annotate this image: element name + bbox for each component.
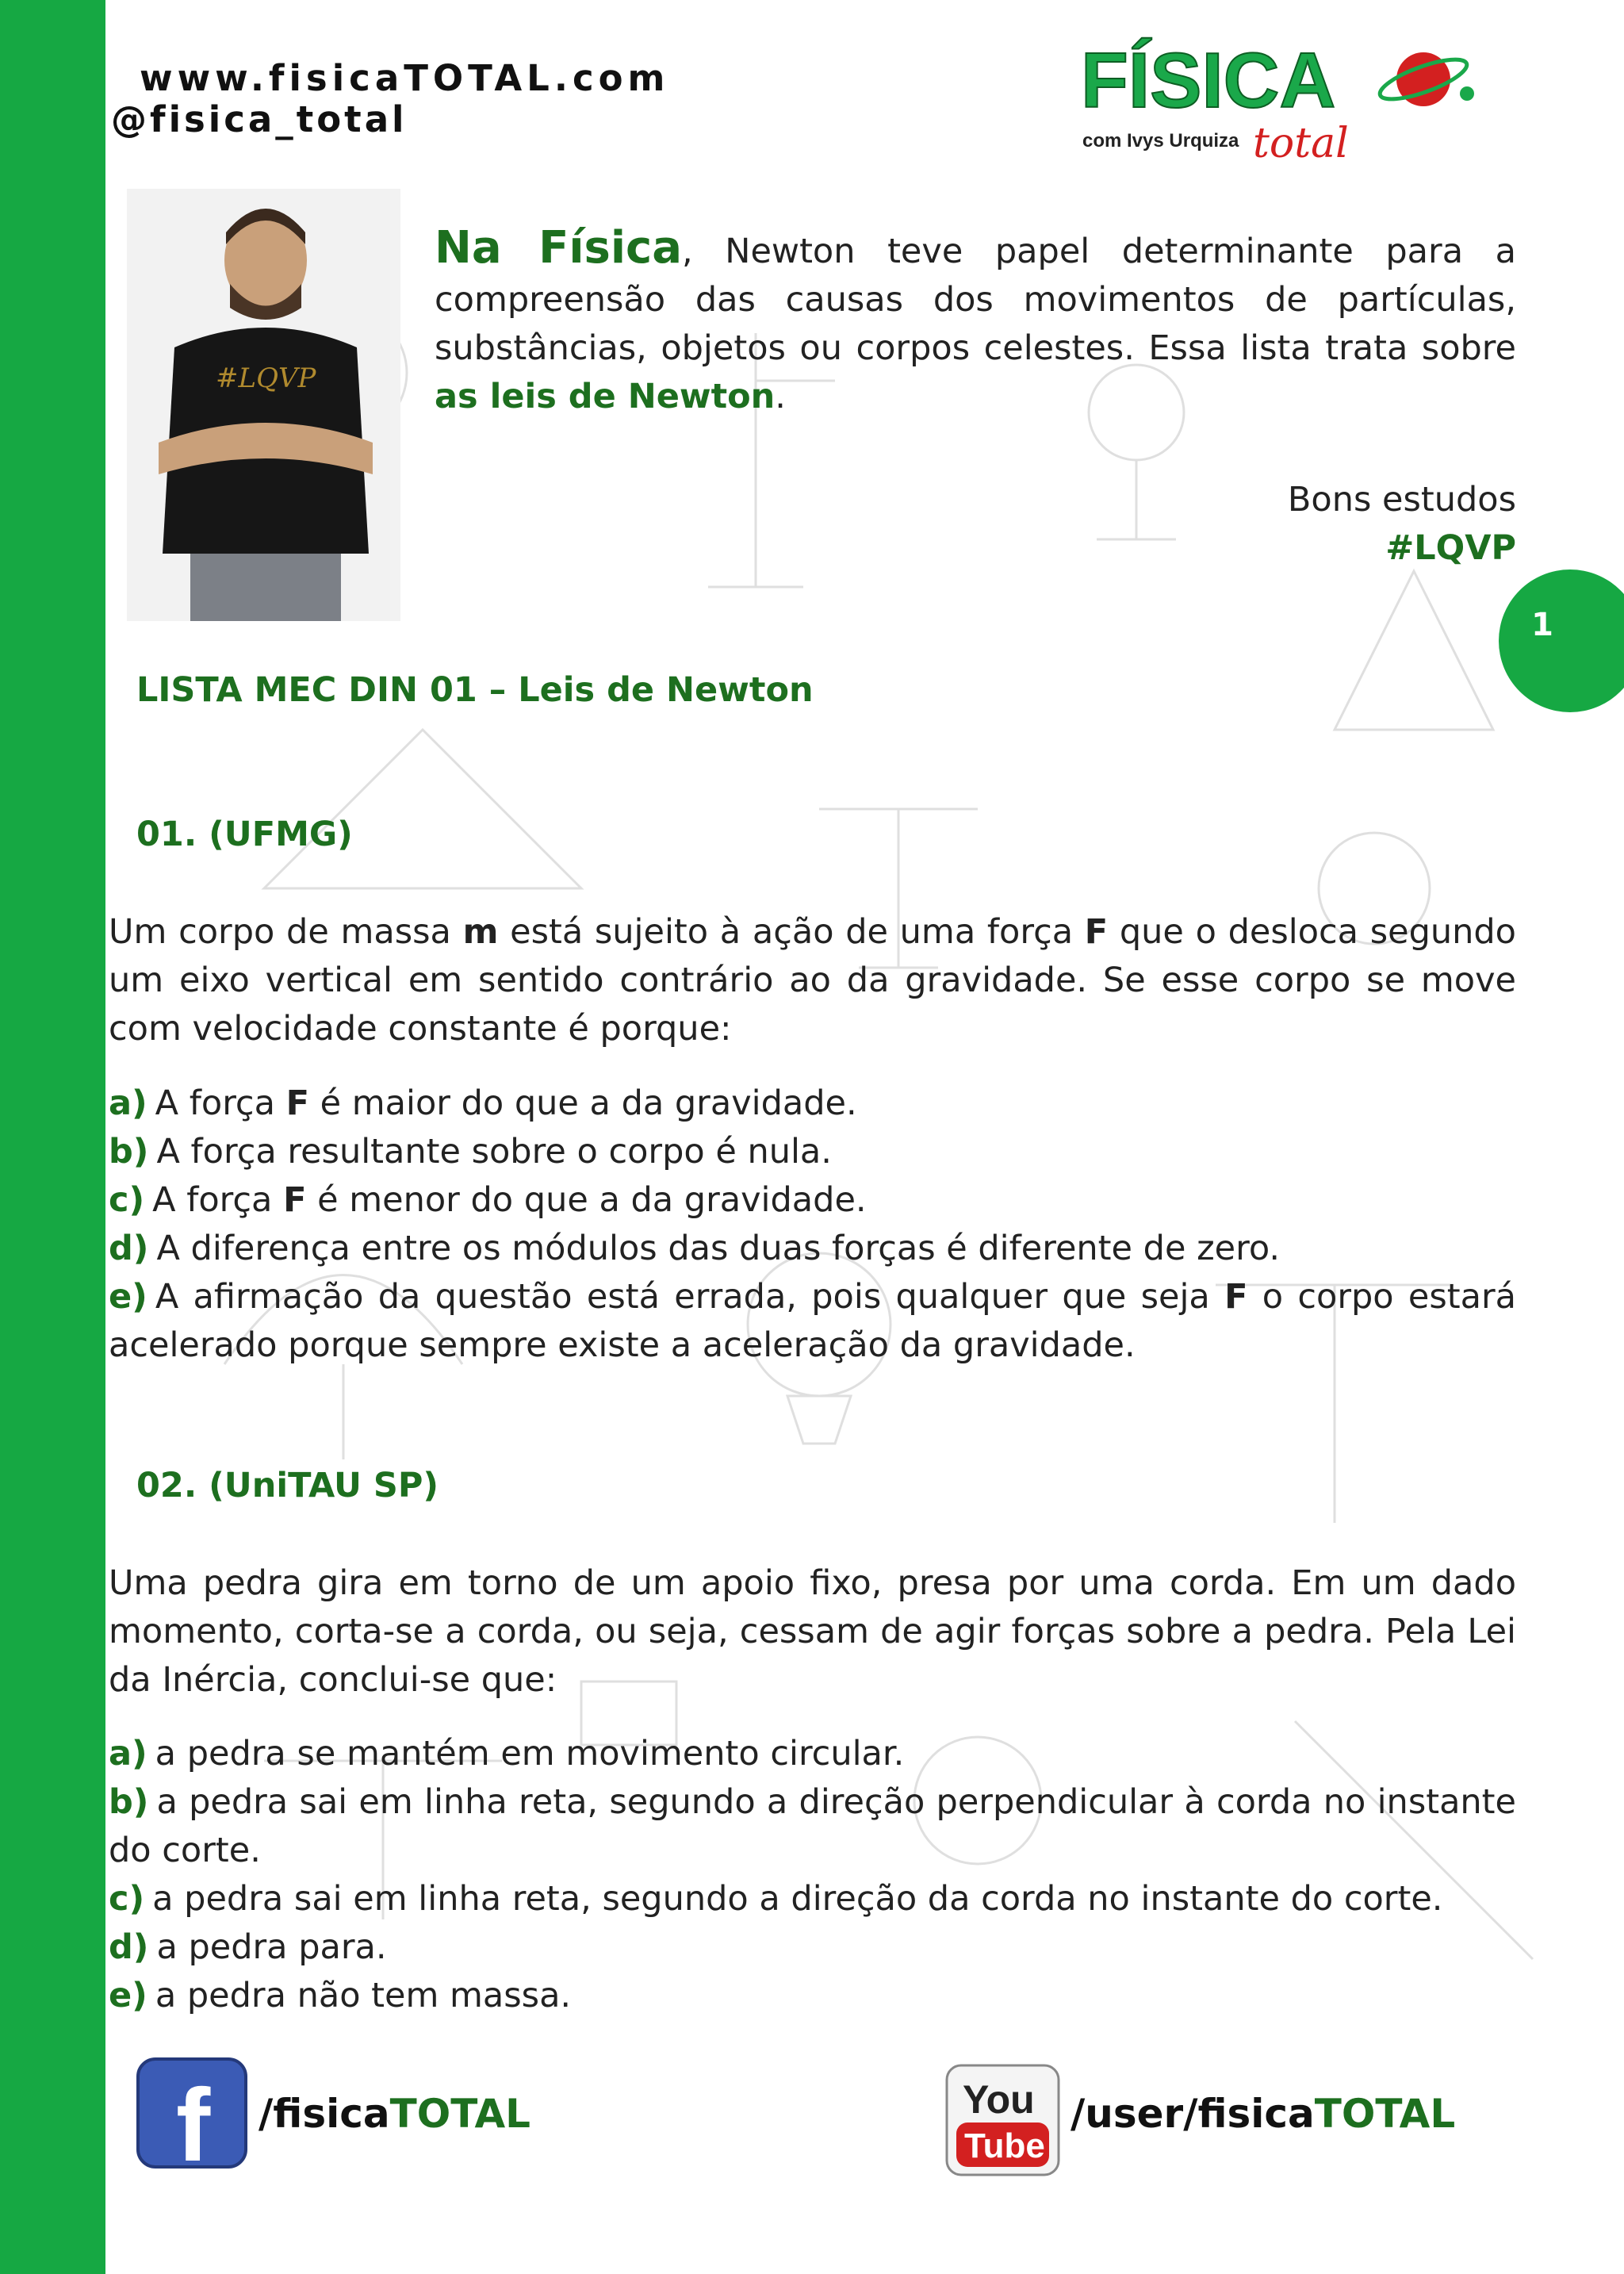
svg-text:f: f — [176, 2067, 211, 2169]
option-e[interactable]: e) A afirmação da questão está errada, pois qualquer que seja F o corpo estará acelerado porque sempre existe a aceleração da gravidade. — [109, 1277, 1516, 1365]
site-url[interactable]: www.fisicaTOTAL.com — [140, 57, 670, 99]
option-c[interactable]: c) A força F é menor do que a da gravidade. — [109, 1180, 867, 1220]
option-d[interactable]: d) a pedra para. — [109, 1927, 387, 1967]
question-2-statement: Uma pedra gira em torno de um apoio fixo, presa por uma corda. Em um dado momento, corta-se a corda, ou seja, cessam de agir forças sobre a pedra. Pela Lei da Inércia, conclui-se que: — [109, 1563, 1516, 1700]
svg-text:FÍSICA: FÍSICA — [1081, 36, 1336, 124]
option-d[interactable]: d) A diferença entre os módulos das duas forças é diferente de zero. — [109, 1229, 1281, 1268]
svg-text:#LQVP: #LQVP — [216, 362, 316, 394]
option-a[interactable]: a) a pedra se mantém em movimento circular. — [109, 1734, 905, 1774]
option-a[interactable]: a) A força F é maior do que a da gravidade. — [109, 1083, 857, 1123]
option-b[interactable]: b) a pedra sai em linha reta, segundo a direção perpendicular à corda no instante do corte. — [109, 1782, 1516, 1870]
question-1-statement: Um corpo de massa m está sujeito à ação de uma força F que o desloca segundo um eixo vertical em sentido contrário ao da gravidade. Se esse corpo se move com velocidade constante é porque: — [109, 912, 1516, 1049]
intro-lead: Na Física — [435, 222, 683, 274]
option-e[interactable]: e) a pedra não tem massa. — [109, 1976, 572, 2015]
svg-text:Tube: Tube — [964, 2126, 1045, 2165]
facebook-icon[interactable] — [136, 2057, 247, 2169]
facebook-link[interactable]: /fisicaTOTAL — [259, 2091, 531, 2137]
question-2-options — [109, 1730, 1516, 2020]
option-b[interactable]: b) A força resultante sobre o corpo é nula. — [109, 1132, 832, 1172]
page-number: 1 — [1531, 607, 1553, 643]
youtube-icon[interactable] — [945, 2064, 1060, 2176]
list-title: LISTA MEC DIN 01 – Leis de Newton — [136, 670, 814, 710]
signoff — [1288, 476, 1516, 573]
fisica-total-logo — [1074, 32, 1519, 167]
social-handle[interactable]: @fisica_total — [111, 98, 408, 140]
question-1-heading: 01. (UFMG) — [136, 815, 353, 854]
question-2-heading: 02. (UniTAU SP) — [136, 1466, 439, 1505]
intro-topic: as leis de Newton — [435, 377, 776, 416]
intro-paragraph: Na Física, Newton teve papel determinante para a compreensão das causas dos movimentos de partículas, substâncias, objetos ou corpos celestes. Essa lista trata sobre as leis de Newton. — [435, 222, 1516, 416]
svg-text:total: total — [1253, 120, 1349, 167]
signoff-hashtag: #LQVP — [1385, 528, 1516, 568]
svg-text:com Ivys Urquiza: com Ivys Urquiza — [1082, 130, 1239, 151]
green-sidebar — [0, 0, 105, 2274]
question-1-options — [109, 1079, 1516, 1370]
teacher-photo — [127, 189, 400, 621]
option-c[interactable]: c) a pedra sai em linha reta, segundo a direção da corda no instante do corte. — [109, 1879, 1443, 1919]
signoff-greeting: Bons estudos — [1287, 480, 1516, 520]
youtube-link[interactable]: /user/fisicaTOTAL — [1071, 2091, 1456, 2137]
svg-text:You: You — [963, 2077, 1035, 2122]
